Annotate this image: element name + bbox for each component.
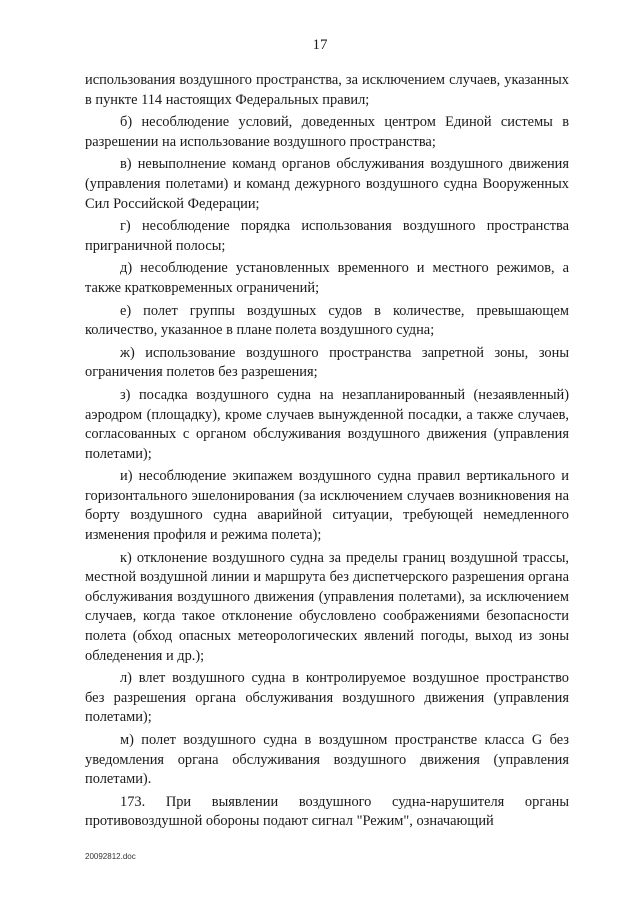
paragraph-173: 173. При выявлении воздушного судна-нарушителя органы противовоздушной обороны подают сигнал "Режим", означающий [85,793,569,830]
paragraph-item-k: к) отклонение воздушного судна за пределы границ воздушной трассы, местной воздушной линии и маршрута без диспетчерского разрешения органа обслуживания воздушного движения (управления полетами), за исключением случаев, когда такое отклонение обусловлено соображениями безопасности полета (обход опасных метеорологических явлений погоды, выход из зоны обледенения и др.); [85,549,569,664]
paragraph-item-i: и) несоблюдение экипажем воздушного судна правил вертикального и горизонтального эшелонирования (за исключением случаев возникновения на борту воздушного судна аварийной ситуации, требующей немедленного изменения профиля и режима полета); [85,468,569,544]
paragraph-item-l: л) влет воздушного судна в контролируемое воздушное пространство без разрешения органа обслуживания воздушного движения (управления полетами); [85,670,569,726]
paragraph-item-b: б) несоблюдение условий, доведенных центром Единой системы в разрешении на использование воздушного пространства; [85,114,569,150]
paragraph-item-m: м) полет воздушного судна в воздушном пространстве класса G без уведомления органа обслуживания воздушного движения (управления полетами). [85,732,569,788]
paragraph-item-v: в) невыполнение команд органов обслуживания воздушного движения (управления полетами) и команд дежурного воздушного судна Вооруженных Сил Российской Федерации; [85,156,569,212]
document-body [85,71,569,835]
footer-filename: 20092812.doc [85,852,136,861]
paragraph-item-z: з) посадка воздушного судна на незапланированный (незаявленный) аэродром (площадку), кроме случаев вынужденной посадки, а также случаев, согласованных с органом обслуживания воздушного движения (управления полетами); [85,386,569,462]
paragraph-item-e: е) полет группы воздушных судов в количестве, превышающем количество, указанное в плане полета воздушного судна; [85,302,569,339]
paragraph-item-zh: ж) использование воздушного пространства запретной зоны, зоны ограничения полетов без разрешения; [85,344,569,381]
paragraph-continuation: использования воздушного пространства, за исключением случаев, указанных в пункте 114 настоящих Федеральных правил; [85,72,569,108]
page-number: 17 [312,37,328,53]
paragraph-item-d: д) несоблюдение установленных временного и местного режимов, а также кратковременных ограничений; [85,260,569,296]
paragraph-item-g: г) несоблюдение порядка использования воздушного пространства приграничной полосы; [85,218,569,254]
